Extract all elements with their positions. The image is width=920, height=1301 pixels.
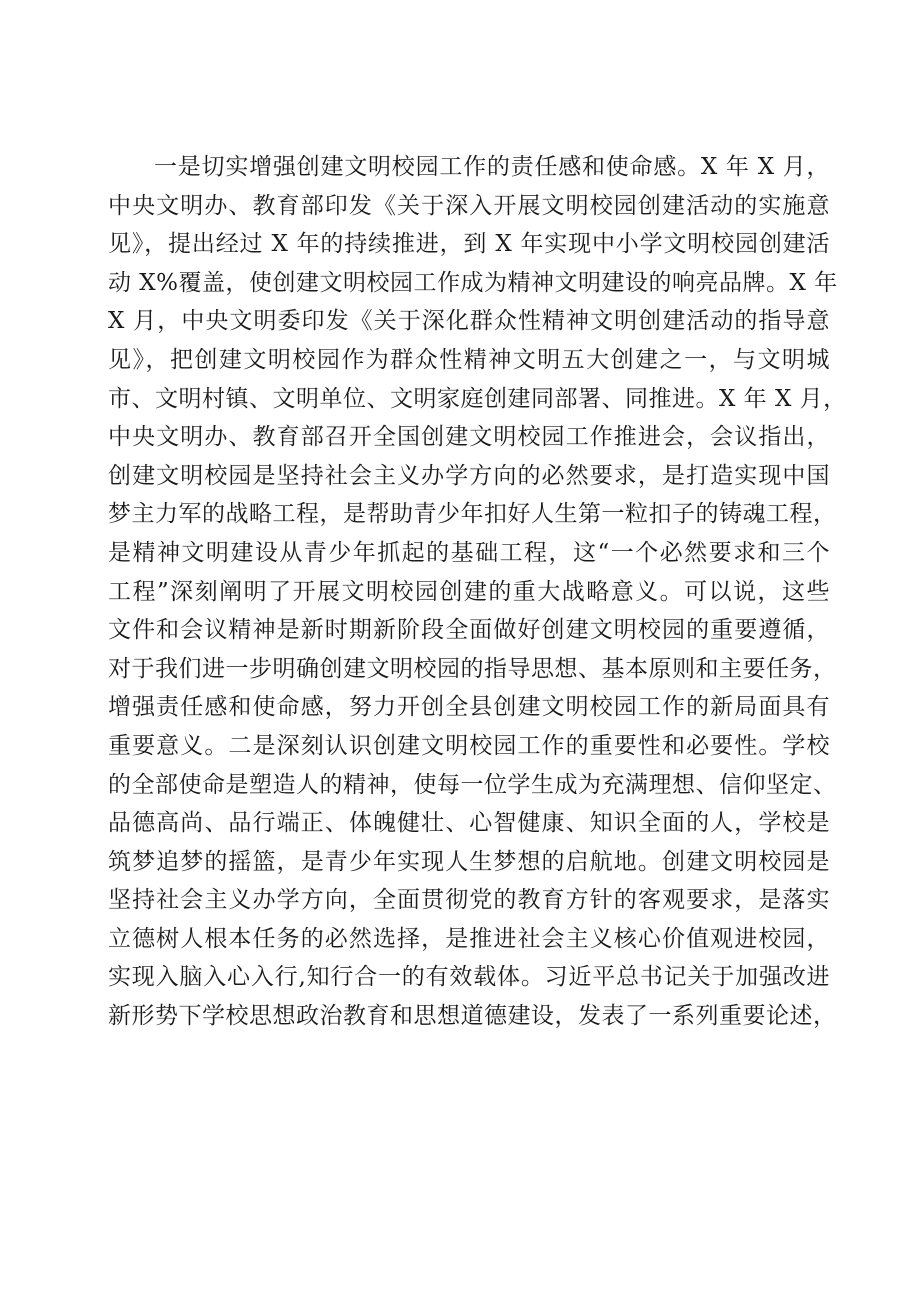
text-line: 工程”深刻阐明了开展文明校园创建的重大战略意义。可以说，这些 (108, 578, 830, 605)
text-line: 坚持社会主义办学方向，全面贯彻党的教育方针的客观要求，是落实 (108, 887, 830, 914)
text-line: 立德树人根本任务的必然选择，是推进社会主义核心价值观进校园， (108, 925, 830, 952)
text-line: 筑梦追梦的摇篮，是青少年实现人生梦想的启航地。创建文明校园是 (108, 848, 830, 875)
text-line: 品德高尚、品行端正、体魄健壮、心智健康、知识全面的人，学校是 (108, 810, 830, 837)
text-line: 动 X%覆盖，使创建文明校园工作成为精神文明建设的响亮品牌。X 年 (108, 269, 838, 296)
text-line: 中央文明办、教育部召开全国创建文明校园工作推进会，会议指出， (108, 424, 830, 451)
text-line: 梦主力军的战略工程，是帮助青少年扣好人生第一粒扣子的铸魂工程， (108, 501, 837, 528)
text-line: X 月，中央文明委印发《关于深化群众性精神文明创建活动的指导意 (108, 308, 830, 335)
text-line: 对于我们进一步明确创建文明校园的指导思想、基本原则和主要任务， (108, 655, 837, 682)
text-line: 重要意义。二是深刻认识创建文明校园工作的重要性和必要性。学校 (108, 732, 830, 759)
text-line: 见》，把创建文明校园作为群众性精神文明五大创建之一，与文明城 (108, 346, 830, 373)
text-line: 新形势下学校思想政治教育和思想道德建设，发表了一系列重要论述， (108, 1003, 837, 1030)
text-line: 见》，提出经过 X 年的持续推进，到 X 年实现中小学文明校园创建活 (108, 231, 830, 258)
text-line: 文件和会议精神是新时期新阶段全面做好创建文明校园的重要遵循， (108, 617, 830, 644)
text-line: 创建文明校园是坚持社会主义办学方向的必然要求，是打造实现中国 (108, 462, 830, 489)
text-line: 中央文明办、教育部印发《关于深入开展文明校园创建活动的实施意 (108, 192, 830, 219)
text-line: 是精神文明建设从青少年抓起的基础工程，这“一个必然要求和三个 (108, 539, 830, 566)
text-line: 实现入脑入心入行,知行合一的有效载体。习近平总书记关于加强改进 (108, 964, 830, 991)
body-paragraph (108, 148, 847, 1036)
text-line: 一是切实增强创建文明校园工作的责任感和使命感。X 年 X 月， (154, 154, 830, 180)
text-line: 市、文明村镇、文明单位、文明家庭创建同部署、同推进。X 年 X 月， (108, 385, 847, 412)
text-line: 增强责任感和使命感，努力开创全县创建文明校园工作的新局面具有 (108, 694, 830, 721)
text-line: 的全部使命是塑造人的精神，使每一位学生成为充满理想、信仰坚定、 (108, 771, 837, 798)
